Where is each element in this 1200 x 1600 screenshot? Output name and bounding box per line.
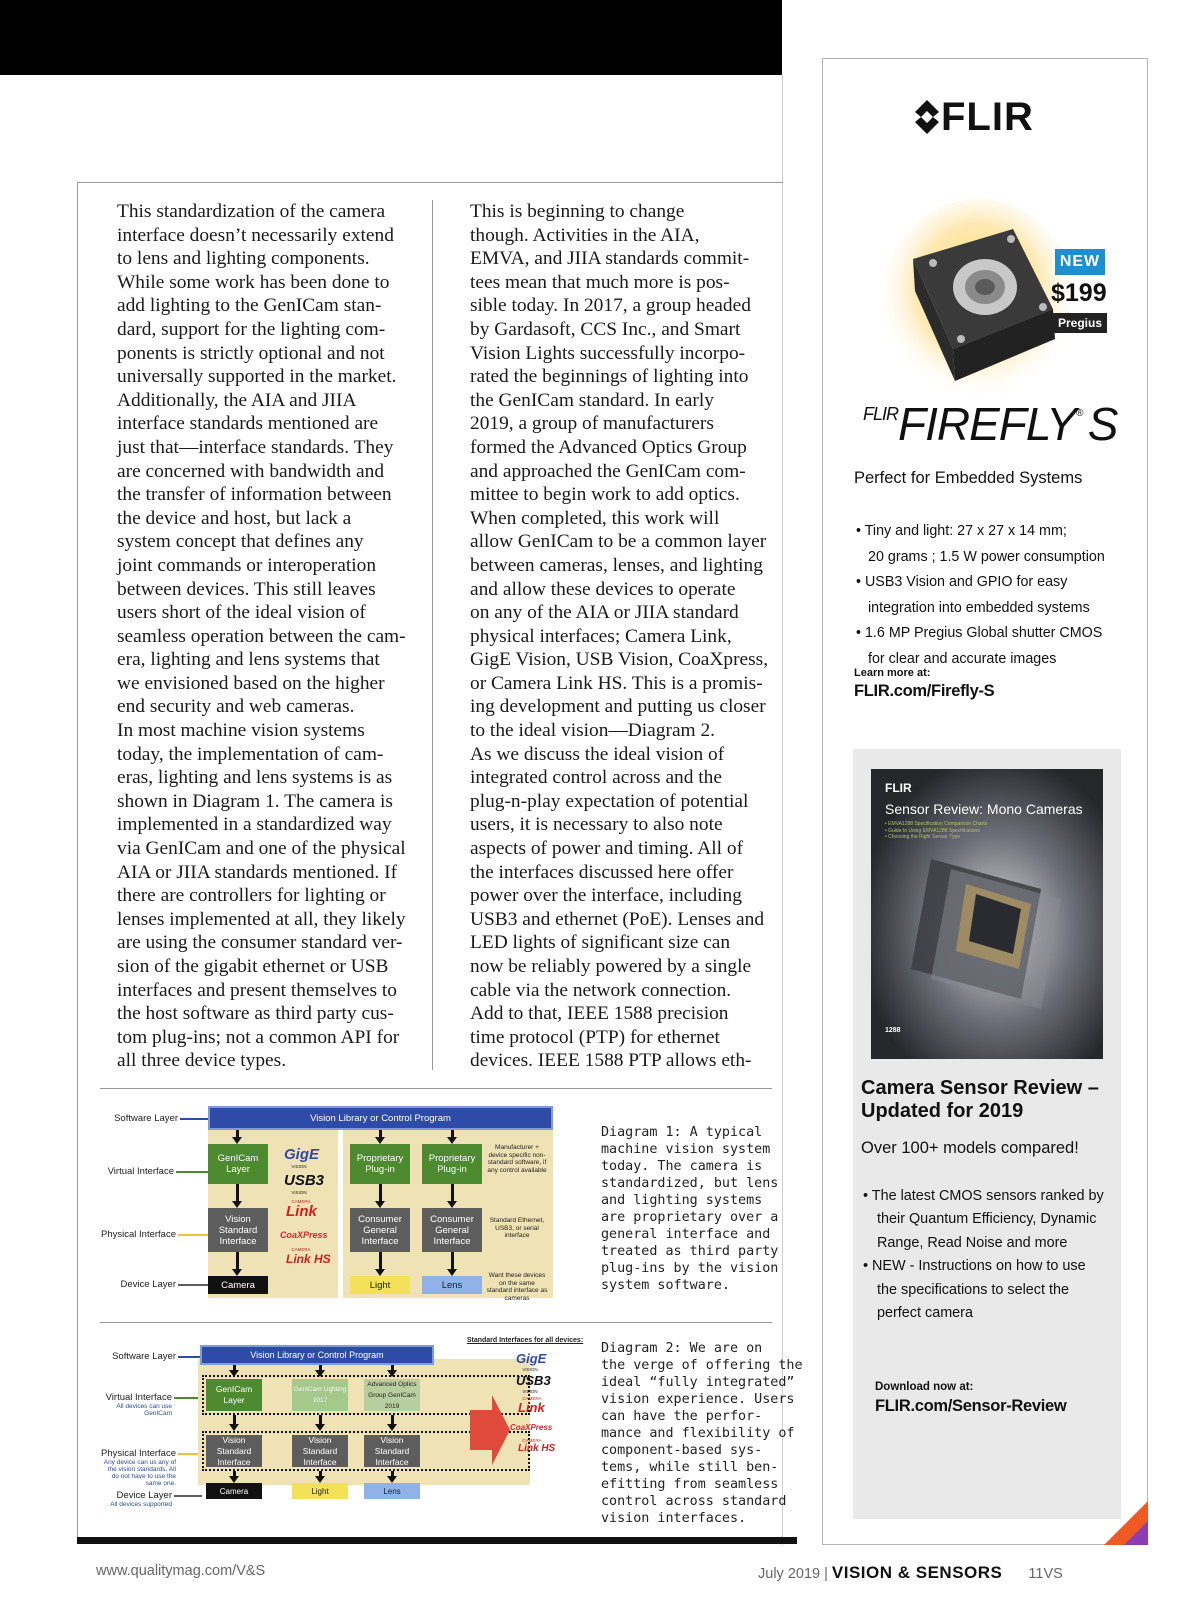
coaxpress-logo: CoaXPress [510, 1423, 553, 1432]
footer-date: July 2019 | [758, 1566, 828, 1582]
arrow-down [236, 1184, 239, 1202]
promo-bullet: • NEW - Instructions on how to use [863, 1258, 1086, 1275]
advanced-optics-group-box: Advanced Optics Group GenICam 2019 [364, 1379, 420, 1411]
paragraph-3: In most machine vision systems today, the implementation of cam- eras, lighting and lens systems is as shown in Diagram 1. The camera is implemented in a standardized way via GenICam and one of the physical AIA or JIIA standards mentioned. If there are controllers for lighting or lenses implemented at all, they likely are using the consumer standard ver- sion of the gigabit ethernet or USB interfaces and present themselves to the host software as third party cus- tom plug-ins; not a common API for all three device types. [117, 720, 406, 1072]
layer-line-software [180, 1118, 208, 1120]
standard-interfaces-label: Standard Interfaces for all devices: [466, 1337, 584, 1344]
camera-link-logo: Link [286, 1203, 317, 1220]
layer-label-virtual: Virtual Interface [107, 1166, 174, 1177]
vision-library-bar: Vision Library or Control Program [208, 1106, 553, 1130]
arrow-down [233, 1471, 236, 1477]
vision-standard-interface-box-1: Vision Standard Interface [206, 1435, 262, 1467]
vision-standard-interface-box: Vision Standard Interface [208, 1208, 268, 1252]
product-name: FLIRFIREFLY® S [863, 398, 1118, 450]
camera-link-sublabel: CAMERA [522, 1396, 542, 1401]
proprietary-plugin-box-1: Proprietary Plug-in [350, 1144, 410, 1184]
arrow-right-icon [470, 1375, 510, 1485]
cover-bullets: • EMVA1288 Specification Comparison Charts • Guide to Using EMVA1288 Specifications • Choosing the Right Sensor Type [885, 821, 988, 840]
feature-bullet: • Tiny and light: 27 x 27 x 14 mm; [856, 523, 1067, 539]
feature-bullet-cont: for clear and accurate images [868, 650, 1057, 667]
flir-advertisement[interactable] [822, 58, 1148, 1545]
paragraph-6: As we discuss the ideal vision of integrated control across and the plug-n-play expectation of potential users, it is necessary to also note aspects of power and timing. All of the interfaces discussed here offer power over the interface, including USB3 and ethernet (PoE). Lenses and LED lights of significant size can now be reliably powered by a single cable via the network connection. [470, 743, 765, 1001]
sensor-review-cover-image [871, 769, 1103, 1059]
layer-label-device: Device Layer All devices supported [110, 1490, 172, 1508]
layer-line-device [174, 1495, 202, 1497]
article-bottom-rule [77, 1537, 797, 1544]
header-bar [0, 0, 782, 75]
paragraph-4: This is beginning to change though. Activities in the AIA, EMVA, and JIIA standards commit- tees mean that much more is pos- sible today. In 2017, a group headed by Gardasoft, CCS Inc., and Smart Vision Lights successfully incorpo- rated the beginnings of lighting into the GenICam standard. In early 2019, a group of manufacturers formed the Advanced Optics Group and approached the GenICam com- mittee to begin work to add optics. [470, 201, 751, 506]
pregius-badge: Pregius [1053, 313, 1107, 333]
proprietary-plugin-box-2: Proprietary Plug-in [422, 1144, 482, 1184]
layer-line-software [178, 1356, 202, 1358]
note-standard-ethernet: Standard Ethernet, USB3, or serial interface [489, 1217, 545, 1239]
arrow-down [391, 1365, 394, 1371]
cover-brand: FLIR [885, 781, 912, 795]
divider-above-diagram-1 [100, 1088, 772, 1089]
camera-link-hs-sublabel: CAMERA [291, 1247, 311, 1252]
diagram-2 [100, 1335, 590, 1530]
diagram-1 [100, 1100, 580, 1300]
article-column-1 [98, 200, 418, 1073]
paragraph-1: This standardization of the camera interface doesn’t necessarily extend to lens and lighting components. While some work has been done to add lighting to the GenICam stan- dard, support for the lighting com- ponents is strictly optional and not universally supported in the market. [117, 201, 397, 388]
arrow-down [379, 1184, 382, 1202]
arrow-down [451, 1252, 454, 1270]
camera-box: Camera [208, 1276, 268, 1294]
feature-bullet: • 1.6 MP Pregius Global shutter CMOS [856, 625, 1103, 641]
firefly-link[interactable]: FLIR.com/Firefly-S [854, 682, 995, 700]
arrow-down [451, 1130, 454, 1138]
layer-label-virtual: Virtual Interface All devices can use GenICam [105, 1392, 172, 1417]
layer-line-virtual [176, 1171, 208, 1173]
price-label: $199 [1051, 279, 1107, 307]
layer-label-physical: Physical Interface [101, 1229, 176, 1240]
column-divider [432, 200, 433, 1070]
cover-title: Sensor Review: Mono Cameras [885, 801, 1083, 817]
gige-vision-logo: GigE [284, 1146, 320, 1163]
layer-label-software: Software Layer [112, 1351, 176, 1362]
diagram-2-caption: Diagram 2: We are on the verge of offering the ideal “fully integrated” vision experience. Users can have the perfor- mance and flexibility of component-based sys- tems, while still ben- efitting from seamless control across standard vision interfaces. [601, 1341, 803, 1526]
corner-accent-inner [1124, 1521, 1148, 1545]
learn-more-label: Learn more at: [854, 667, 931, 679]
camera-link-logo: Link [518, 1400, 545, 1415]
layer-label-device: Device Layer [120, 1279, 176, 1290]
vision-standard-interface-box-3: Vision Standard Interface [364, 1435, 420, 1467]
gige-vision-logo: GigE [516, 1351, 547, 1366]
camera-link-hs-logo: Link HS [286, 1252, 331, 1266]
sensor-review-promo[interactable] [853, 749, 1121, 1519]
firefly-camera-image [883, 199, 1073, 409]
gige-vision-sublabel: VISION [522, 1367, 538, 1372]
flir-logo: FLIR [915, 95, 1034, 140]
consumer-general-interface-box-2: Consumer General Interface [422, 1208, 482, 1252]
light-box: Light [350, 1276, 410, 1294]
footer-magazine-name: VISION & SENSORS [831, 1563, 1003, 1582]
arrow-down [379, 1252, 382, 1270]
promo-bullet-list: • The latest CMOS sensors ranked by their Quantum Efficiency, Dynamic Range, Read Noise and more • NEW - Instructions on how to use the specifications to select the perfect camera [863, 1185, 1104, 1325]
arrow-down [391, 1415, 394, 1425]
layer-line-device [178, 1284, 208, 1286]
paragraph-7: Add to that, IEEE 1588 precision time protocol (PTP) for ethernet devices. IEEE 1588 PTP allows eth- [470, 1003, 752, 1072]
layer-label-software: Software Layer [114, 1113, 178, 1124]
arrow-down [451, 1184, 454, 1202]
new-badge: NEW [1055, 249, 1105, 275]
promo-subtitle: Over 100+ models compared! [861, 1139, 1079, 1157]
divider-above-diagram-2 [100, 1322, 772, 1323]
camera-link-sublabel: CAMERA [291, 1199, 311, 1204]
layer-line-physical [178, 1234, 208, 1236]
camera-link-hs-logo: Link HS [518, 1443, 556, 1454]
usb3-vision-sublabel: VISION [522, 1389, 538, 1394]
genicam-lighting-box: GenICam Lighting 2017 [292, 1379, 348, 1411]
download-label: Download now at: [875, 1381, 974, 1393]
arrow-down [391, 1471, 394, 1477]
arrow-down [319, 1365, 322, 1371]
lens-box: Lens [364, 1483, 420, 1499]
arrow-down [319, 1415, 322, 1425]
arrow-down [319, 1471, 322, 1477]
arrow-down [236, 1130, 239, 1138]
cover-number: 1288 [885, 1027, 901, 1034]
ad-tagline: Perfect for Embedded Systems [854, 469, 1083, 487]
paragraph-2: Additionally, the AIA and JIIA interface standards mentioned are just that—interface standards. They are concerned with bandwidth and the transfer of information between the device and host, but lack a system concept that defines any joint commands or interoperation between devices. This still leaves users short of the ideal vision of seamless operation between the cam- era, lighting and lens systems that we envisioned based on the higher end security and web cameras. [117, 389, 406, 718]
camera-link-hs-sublabel: CAMERA [522, 1438, 542, 1443]
arrow-down [236, 1252, 239, 1270]
footer-url: www.qualitymag.com/V&S [96, 1563, 266, 1579]
feature-bullet: • USB3 Vision and GPIO for easy [856, 574, 1068, 590]
usb3-vision-logo: USB3 [516, 1373, 551, 1388]
arrow-down [233, 1415, 236, 1425]
lens-box: Lens [422, 1276, 482, 1294]
registered-mark: ® [1075, 408, 1084, 419]
promo-bullet: • The latest CMOS sensors ranked by [863, 1188, 1104, 1204]
flir-diamond-icon [915, 100, 939, 134]
feature-bullet-cont: 20 grams ; 1.5 W power consumption [868, 548, 1105, 565]
usb3-vision-logo: USB3 [284, 1172, 325, 1189]
footer-folio [758, 1563, 1063, 1583]
note-proprietary-software: Manufacturer + device specific non-standard software, if any control available [487, 1144, 547, 1174]
coaxpress-logo: CoaXPress [280, 1230, 328, 1240]
vision-standard-interface-box-2: Vision Standard Interface [292, 1435, 348, 1467]
consumer-general-interface-box-1: Consumer General Interface [350, 1208, 410, 1252]
genicam-layer-box: GenICam Layer [208, 1144, 268, 1184]
article-column-2 [451, 200, 771, 1073]
genicam-layer-box: GenICam Layer [206, 1379, 262, 1411]
note-want-same-interface: Want these devices on the same standard interface as cameras [486, 1272, 548, 1302]
gige-vision-sublabel: VISION [291, 1164, 307, 1169]
diagram-1-caption: Diagram 1: A typical machine vision system today. The camera is standardized, but lens and lighting systems are proprietary over a general interface and treated as third party plug-ins by the vision system software. [601, 1125, 779, 1293]
ad-feature-list [856, 519, 1105, 672]
promo-title: Camera Sensor Review – Updated for 2019 [861, 1077, 1099, 1122]
paragraph-5: When completed, this work will allow GenICam to be a common layer between cameras, lenses, and lighting and allow these devices to operate on any of the AIA or JIIA standard physical interfaces; Camera Link, GigE Vision, USB Vision, CoaXpress, or Camera Link HS. This is a promis- ing development and putting us closer to the ideal vision—Diagram 2. [470, 507, 769, 742]
arrow-down [233, 1365, 236, 1371]
light-box: Light [292, 1483, 348, 1499]
footer-page-number: 11VS [1028, 1566, 1063, 1582]
feature-bullet-cont: integration into embedded systems [868, 599, 1090, 616]
camera-box: Camera [206, 1483, 262, 1499]
arrow-down [379, 1130, 382, 1138]
sensor-review-link[interactable]: FLIR.com/Sensor-Review [875, 1397, 1067, 1415]
vision-library-bar: Vision Library or Control Program [200, 1345, 434, 1365]
layer-label-physical: Physical Interface Any device can us any of the vision standards. All do not have to use the same one. [101, 1448, 176, 1487]
usb3-vision-sublabel: VISION [291, 1190, 307, 1195]
